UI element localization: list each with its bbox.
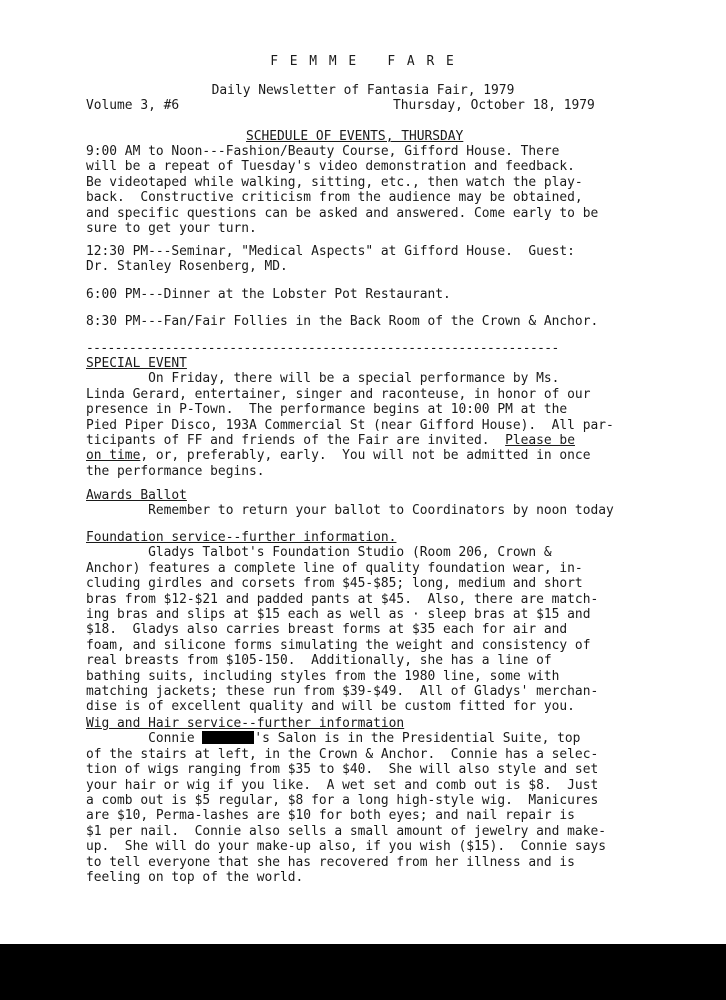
schedule-item-line: 9:00 AM to Noon---Fashion/Beauty Course, Gifford House. There bbox=[86, 144, 560, 159]
section-divider: ------------------------------------------------------------------ bbox=[86, 340, 559, 356]
newsletter-subtitle: Daily Newsletter of Fantasia Fair, 1979 bbox=[211, 83, 515, 98]
schedule-item-line: Dr. Stanley Rosenberg, MD. bbox=[86, 259, 288, 275]
redaction-bar bbox=[202, 731, 254, 744]
schedule-item-line: sure to get your turn. bbox=[86, 221, 257, 236]
newsletter-title: F E M M E F A R E bbox=[270, 54, 456, 69]
wig-heading: Wig and Hair service--further information bbox=[86, 716, 405, 731]
special-event-line bbox=[86, 448, 590, 463]
foundation-line: matching jackets; these run from $39-$49. All of Gladys' merchan- bbox=[86, 684, 599, 699]
schedule-item-line: back. Constructive criticism from the audience may be obtained, bbox=[86, 190, 583, 206]
special-event-emphasis: on time bbox=[86, 448, 141, 464]
foundation-line: real breasts from $105-150. Additionally, she has a line of bbox=[86, 653, 552, 669]
wig-line: tion of wigs ranging from $35 to $40. She will also style and set bbox=[86, 762, 599, 778]
awards-text: Remember to return your ballot to Coordinators by noon today bbox=[86, 503, 614, 519]
awards-heading: Awards Ballot bbox=[86, 488, 187, 503]
wig-line: to tell everyone that she has recovered from her illness and is bbox=[86, 854, 575, 870]
wig-line: up. She will do your make-up also, if you wish ($15). Connie says bbox=[86, 839, 606, 855]
special-event-line: On Friday, there will be a special performance by Ms. bbox=[86, 371, 560, 387]
special-event-line bbox=[86, 433, 575, 448]
volume-number: Volume 3, #6 bbox=[86, 98, 180, 113]
wig-line: are $10, Perma-lashes are $10 for both eyes; and nail repair is bbox=[86, 808, 575, 824]
schedule-item-line: 12:30 PM---Seminar, "Medical Aspects" at Gifford House. Guest: bbox=[86, 244, 575, 259]
special-event-line: Linda Gerard, entertainer, singer and raconteuse, in honor of our bbox=[86, 386, 591, 402]
wig-line: your hair or wig if you like. A wet set and comb out is $8. Just bbox=[86, 777, 599, 793]
scan-border bbox=[0, 944, 726, 1000]
wig-line: of the stairs at left, in the Crown & Anchor. Connie has a selec- bbox=[86, 746, 599, 762]
wig-line: $1 per nail. Connie also sells a small amount of jewelry and make- bbox=[86, 823, 606, 839]
special-event-line: the performance begins. bbox=[86, 463, 265, 479]
wig-line: feeling on top of the world. bbox=[86, 870, 304, 885]
foundation-line: bathing suits, including styles from the 1980 line, some with bbox=[86, 668, 560, 684]
wig-text: 's Salon is in the Presidential Suite, top bbox=[254, 731, 581, 747]
schedule-item-line: Be videotaped while walking, sitting, etc., then watch the play- bbox=[86, 174, 583, 190]
schedule-item-line: 6:00 PM---Dinner at the Lobster Pot Restaurant. bbox=[86, 287, 451, 302]
schedule-item-line: 8:30 PM---Fan/Fair Follies in the Back Room of the Crown & Anchor. bbox=[86, 314, 599, 329]
issue-date: Thursday, October 18, 1979 bbox=[393, 98, 595, 113]
special-event-text: ticipants of FF and friends of the Fair are invited. bbox=[86, 433, 490, 448]
special-event-emphasis: Please be bbox=[505, 433, 575, 448]
special-event-text: , or, preferably, early. You will not be admitted in once bbox=[140, 448, 591, 464]
schedule-item-line: and specific questions can be asked and answered. Come early to be bbox=[86, 205, 599, 221]
schedule-item-line: will be a repeat of Tuesday's video demonstration and feedback. bbox=[86, 159, 575, 175]
foundation-line: foam, and silicone forms simulating the weight and consistency of bbox=[86, 637, 591, 653]
foundation-line: ing bras and slips at $15 each as well as · sleep bras at $15 and bbox=[86, 607, 591, 622]
special-event-line: presence in P-Town. The performance begins at 10:00 PM at the bbox=[86, 402, 568, 418]
foundation-line: Anchor) features a complete line of quality foundation wear, in- bbox=[86, 560, 583, 576]
foundation-line: cluding girdles and corsets from $45-$85; long, medium and short bbox=[86, 576, 583, 592]
foundation-line: Gladys Talbot's Foundation Studio (Room 206, Crown & bbox=[86, 545, 552, 561]
special-event-line: Pied Piper Disco, 193A Commercial St (near Gifford House). All par- bbox=[86, 417, 614, 433]
wig-line bbox=[86, 731, 580, 746]
wig-text: Connie bbox=[86, 731, 203, 747]
wig-line: a comb out is $5 regular, $8 for a long high-style wig. Manicures bbox=[86, 793, 599, 808]
foundation-line: $18. Gladys also carries breast forms at $35 each for air and bbox=[86, 622, 568, 638]
foundation-line: dise is of excellent quality and will be custom fitted for you. bbox=[86, 699, 575, 715]
foundation-line: bras from $12-$21 and padded pants at $45. Also, there are match- bbox=[86, 591, 599, 607]
schedule-heading: SCHEDULE OF EVENTS, THURSDAY bbox=[246, 129, 464, 144]
foundation-heading: Foundation service--further information. bbox=[86, 530, 397, 545]
special-event-heading: SPECIAL EVENT bbox=[86, 356, 187, 371]
